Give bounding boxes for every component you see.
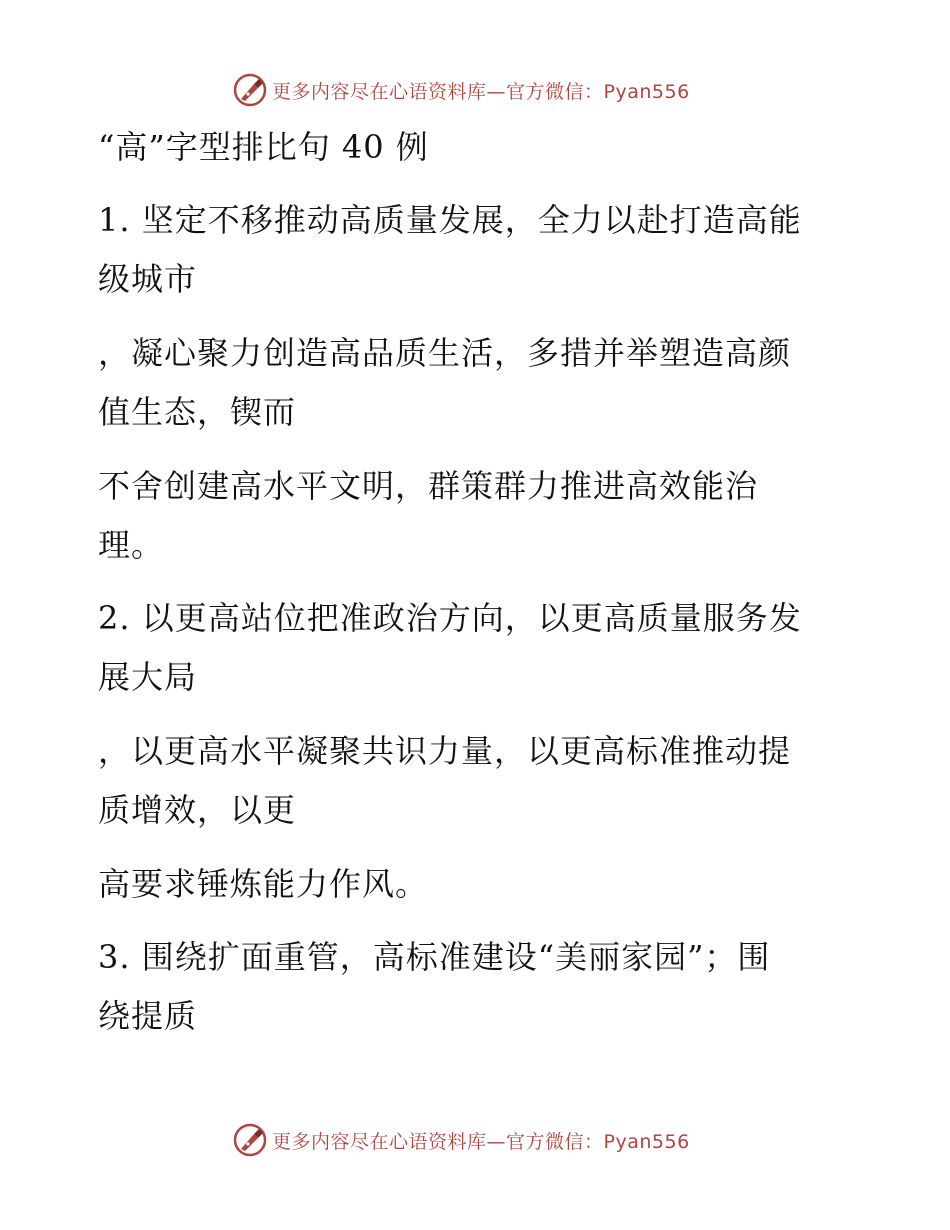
pen-nib-logo-icon — [232, 72, 268, 108]
document-line: 2. 以更高站位把准政治方向，以更高质量服务发 — [98, 599, 802, 637]
document-line: 级城市 — [98, 260, 198, 298]
document-line: 绕提质 — [98, 997, 198, 1035]
header-banner — [232, 70, 712, 110]
document-title: “高”字型排比句 40 例 — [98, 128, 429, 166]
document-line: 值生态，锲而 — [98, 393, 297, 431]
banner-text: 更多内容尽在心语资料库—官方微信：Pyan556 — [272, 80, 690, 103]
document-line: 高要求锤炼能力作风。 — [98, 865, 429, 903]
document-line: 展大局 — [98, 658, 198, 696]
document-line: ，凝心聚力创造高品质生活，多措并举塑造高颜 — [98, 334, 792, 372]
document-line: 不舍创建高水平文明，群策群力推进高效能治 — [98, 467, 759, 505]
document-line: 1. 坚定不移推动高质量发展，全力以赴打造高能 — [98, 201, 802, 239]
banner-text: 更多内容尽在心语资料库—官方微信：Pyan556 — [272, 1130, 690, 1153]
pen-nib-logo-icon — [232, 1122, 268, 1158]
document-line: ，以更高水平凝聚共识力量，以更高标准推动提 — [98, 732, 792, 770]
document-line: 质增效，以更 — [98, 791, 297, 829]
footer-banner — [232, 1120, 712, 1160]
document-line: 理。 — [98, 526, 165, 564]
document-line: 3. 围绕扩面重管，高标准建设“美丽家园”；围 — [98, 938, 771, 976]
